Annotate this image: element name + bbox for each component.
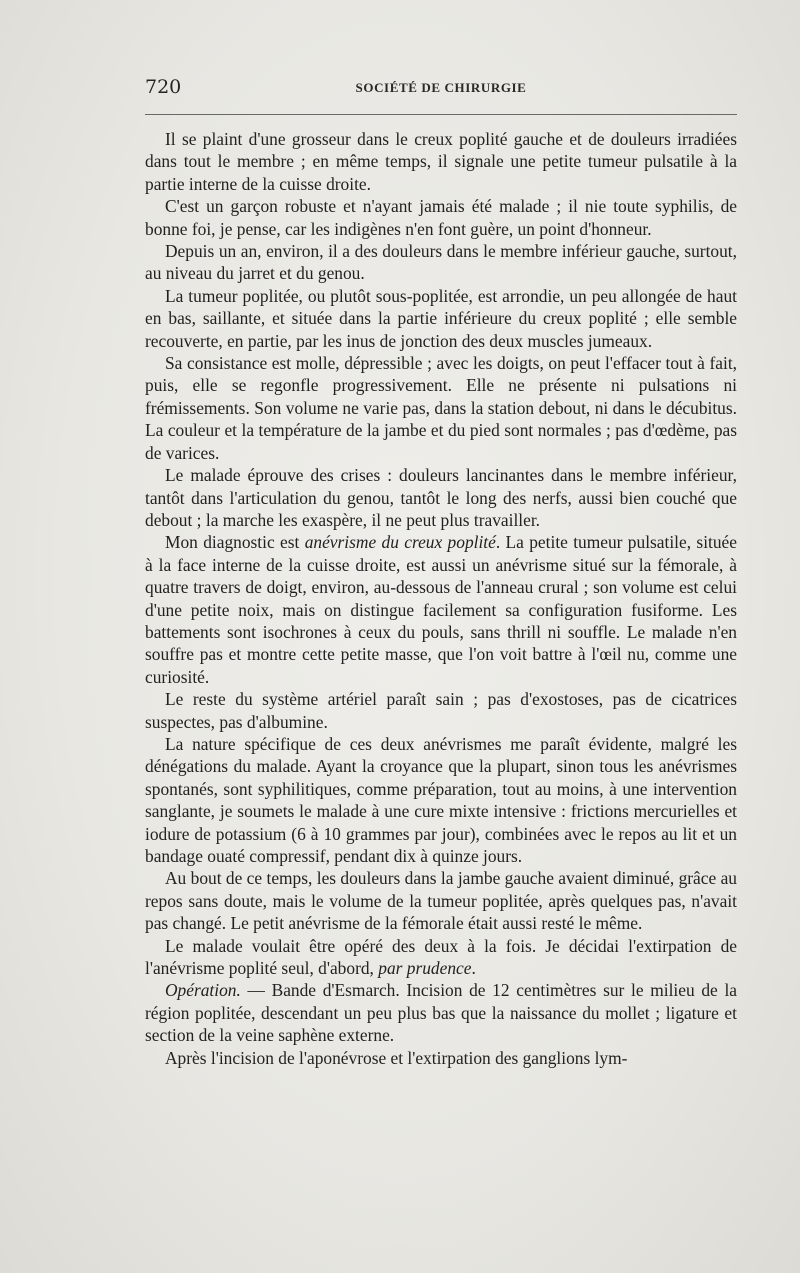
paragraph: Après l'incision de l'aponévrose et l'extirpation des ganglions lym- (165, 1047, 628, 1068)
page-number: 720 (145, 76, 182, 98)
paragraph: C'est un garçon robuste et n'ayant jamais été malade ; il nie toute syphilis, de bonne foi, je pense, car les indigènes n'en font guère, un point d'honneur. (145, 196, 737, 239)
paragraph: Opération. — Bande d'Esmarch. Incision de 12 centimètres sur le milieu de la région poplitée, descendant un peu plus bas que la naissance du mollet ; ligature et section de la veine saphène externe. (145, 980, 737, 1046)
running-title: SOCIÉTÉ DE CHIRURGIE (355, 80, 527, 95)
page-header (145, 76, 737, 102)
italic-term: anévrisme du creux poplité (304, 532, 496, 553)
paragraph: Le reste du système artériel paraît sain ; pas d'exostoses, pas de cicatrices suspectes, pas d'albumine. (145, 689, 737, 732)
paragraph: La tumeur poplitée, ou plutôt sous-poplitée, est arrondie, un peu allongée de haut en bas, saillante, et située dans la partie inférieure du creux poplité ; elle semble recouverte, en partie, par les inus de jonction des deux muscles jumeaux. (145, 285, 737, 351)
paragraph: Le malade voulait être opéré des deux à la fois. Je décidai l'extirpation de l'anévrisme poplité seul, d'abord, par prudence. (145, 935, 737, 979)
paragraph: La nature spécifique de ces deux anévrismes me paraît évidente, malgré les dénégations du malade. Ayant la croyance que la plupart, sinon tous les anévrismes spontanés, sont syphilitiques, comme préparation, tout au moins, à une intervention sanglante, je soumets le malade à une cure mixte intensive : frictions mercurielles et iodure de potassium (6 à 10 grammes par jour), combinées avec le repos au lit et un bandage ouaté compressif, pendant dix à quinze jours. (145, 733, 737, 866)
italic-term: par prudence (378, 958, 472, 979)
paragraph: Depuis un an, environ, il a des douleurs dans le membre inférieur gauche, surtout, au niveau du jarret et du genou. (145, 241, 737, 284)
body-text (145, 128, 737, 1069)
paragraph: Il se plaint d'une grosseur dans le creux poplité gauche et de douleurs irradiées dans tout le membre ; en même temps, il signale une petite tumeur pulsatile à la partie interne de la cuisse droite. (145, 129, 737, 194)
section-label: Opération. (165, 980, 241, 1001)
paragraph: Au bout de ce temps, les douleurs dans la jambe gauche avaient diminué, grâce au repos sans doute, mais le volume de la tumeur poplitée, après quelques pas, n'avait pas changé. Le petit anévrisme de la fémorale était aussi resté le même. (145, 868, 737, 934)
paragraph: Mon diagnostic est anévrisme du creux poplité. La petite tumeur pulsatile, située à la face interne de la cuisse droite, est aussi un anévrisme situé sur la fémorale, à quatre travers de doigt, environ, au-dessous de l'anneau crural ; son volume est celui d'une petite noix, mais on distingue facilement sa configuration fusiforme. Les battements sont isochrones à ceux du pouls, sans thrill ni souffle. Le malade n'en souffre pas et montre cette petite masse, que l'on voit battre à l'œil nu, comme une curiosité. (145, 532, 737, 687)
header-rule (145, 114, 737, 115)
paragraph: Sa consistance est molle, dépressible ; avec les doigts, on peut l'effacer tout à fait, puis, elle se regonfle progressivement. Elle ne présente ni pulsations ni frémissements. Son volume ne varie pas, dans la station debout, ni dans le décubitus. La couleur et la température de la jambe et du pied sont normales ; pas d'œdème, pas de varices. (145, 353, 737, 463)
paragraph: Le malade éprouve des crises : douleurs lancinantes dans le membre inférieur, tantôt dans l'articulation du genou, tantôt le long des nerfs, aussi bien couché que debout ; la marche les exaspère, il ne peut plus travailler. (145, 465, 737, 530)
